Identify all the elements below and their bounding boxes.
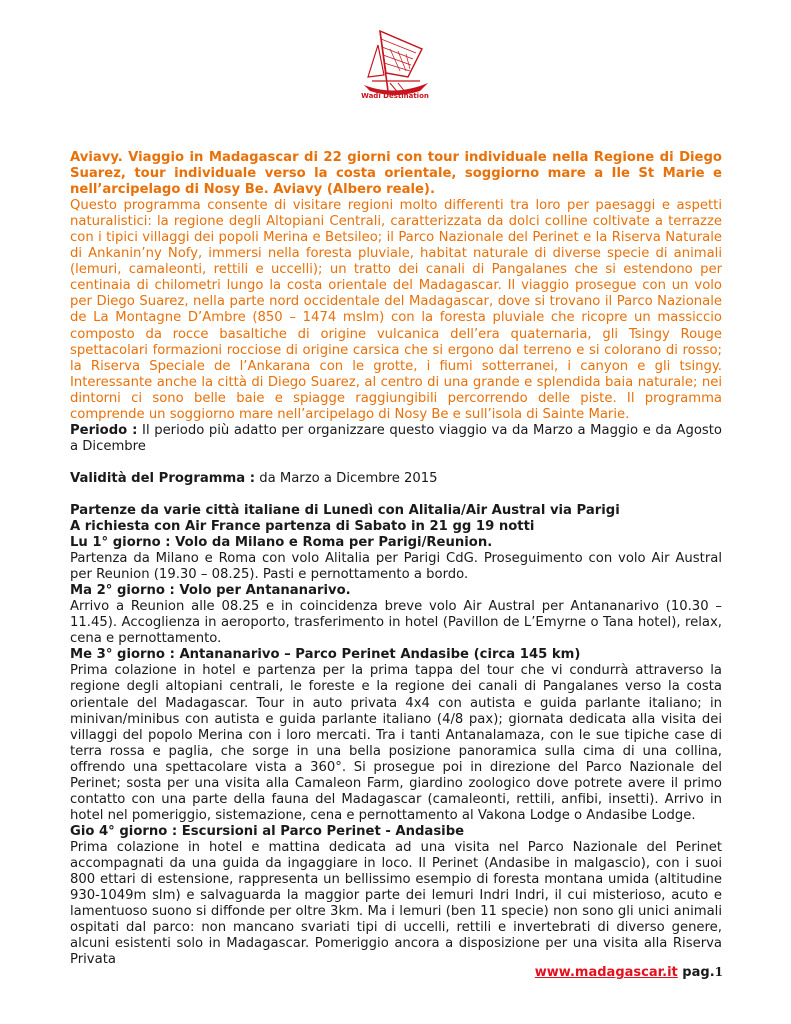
trip-description: Questo programma consente di visitare regioni molto differenti tra loro per paesaggi e aspetti naturalistici: la regione degli Altopiani Centrali, caratterizzata da dolci colline coltivate a terrazze con i tipici villaggi dei popoli Merina e Betsileo; il Parco Nazionale del Perinet e la Riserva Naturale di Ankanin’ny Nofy, immersi nella foresta pluviale, habitat naturale di diverse specie di animali (lemuri, camaleonti, rettili e uccelli); un tratto dei canali di Pangalanes che si estendono per centinaia di chilometri lungo la costa orientale del Madagascar. Il viaggio prosegue con un volo per Diego Suarez, nella parte nord occidentale del Madagascar, dove si trovano il Parco Nazionale de La Montagne D’Ambre (850 – 1474 mslm) con la foresta pluviale che ricopre un massiccio composto da rocce basaltiche di origine vulcanica dell’era quaternaria, gli Tsingy Rouge spettacolari formazioni rocciose di origine carsica che si ergono dal terreno e si colorano di rosso; la Riserva Speciale de l’Ankarana con le grotte, i fiumi sotterranei, i canyon e gli tsingy. Interessante anche la città di Diego Suarez, al centro di una grande e splendida baia naturale; nei dintorni ci sono belle baie e spiagge raggiungibili percorrendo delle piste. Il programma comprende un soggiorno mare nell’arcipelago di Nosy Be e sull’isola di Sainte Marie. bbox=[70, 198, 722, 422]
trip-title: Aviavy. Viaggio in Madagascar di 22 giorni con tour individuale nella Regione di Diego Suarez, tour individuale verso la costa orientale, soggiorno mare a Ile St Marie e nell’arcipelago di Nosy Be. Aviavy (Albero reale). bbox=[70, 150, 722, 198]
page-number: 1 bbox=[714, 965, 723, 979]
day-4-title: Gio 4° giorno : Escursioni al Parco Perinet - Andasibe bbox=[70, 823, 465, 839]
spacer bbox=[70, 487, 722, 503]
day-1-title: Lu 1° giorno : Volo da Milano e Roma per Parigi/Reunion. bbox=[70, 535, 493, 551]
day-1-text: Partenza da Milano e Roma con volo Alitalia per Parigi CdG. Proseguimento con volo Air Austral per Reunion (19.30 – 08.25). Pasti e pernottamento a bordo. bbox=[70, 551, 722, 583]
day-3-title: Me 3° giorno : Antananarivo – Parco Perinet Andasibe (circa 145 km) bbox=[70, 647, 581, 663]
validita-label: Validità del Programma : bbox=[70, 470, 255, 486]
page-footer bbox=[533, 965, 723, 980]
document-body bbox=[70, 150, 722, 968]
validita-paragraph bbox=[70, 471, 722, 487]
partenze-line-1: Partenze da varie città italiane di Lunedì con Alitalia/Air Austral via Parigi bbox=[70, 502, 620, 518]
page-label: pag. bbox=[677, 965, 715, 980]
periodo-paragraph bbox=[70, 423, 722, 455]
day-2-title: Ma 2° giorno : Volo per Antananarivo. bbox=[70, 583, 351, 599]
partenze-line-2: A richiesta con Air France partenza di Sabato in 21 gg 19 notti bbox=[70, 518, 535, 534]
validita-text: da Marzo a Dicembre 2015 bbox=[255, 470, 438, 486]
spacer bbox=[70, 455, 722, 471]
logo-text: Wadi Destination bbox=[361, 92, 429, 100]
periodo-text: Il periodo più adatto per organizzare questo viaggio va da Marzo a Maggio e da Agosto a Dicembre bbox=[70, 422, 723, 454]
day-2-text: Arrivo a Reunion alle 08.25 e in coincidenza breve volo Air Austral per Antananarivo (10.30 – 11.45). Accoglienza in aeroporto, trasferimento in hotel (Pavillon de L’Emyrne o Tana hotel), relax, cena e pernottamento. bbox=[70, 599, 722, 647]
day-3-text: Prima colazione in hotel e partenza per la prima tappa del tour che vi condurrà attraverso la regione degli altopiani centrali, le foreste e la regione dei canali di Pangalanes verso la costa orientale del Madagascar. Tour in auto privata 4x4 con autista e guida parlante italiano; in minivan/minibus con autista e guida parlante italiano (4/8 pax); giornata dedicata alla visita dei villaggi del popolo Merina con i loro mercati. Tra i tanti Antanalamaza, con le sue tipiche case di terra rossa e paglia, che sorge in una bella posizione panoramica sulla cima di una collina, offrendo una spettacolare vista a 360°. Si prosegue poi in direzione del Parco Nazionale del Perinet; sosta per una visita alla Camaleon Farm, giardino zoologico dove potrete avere il primo contatto con una parte della fauna del Madagascar (camaleonti, rettili, anfibi, insetti). Arrivo in hotel nel pomeriggio, sistemazione, cena e pernottamento al Vakona Lodge o Andasibe Lodge. bbox=[70, 663, 722, 823]
website-link[interactable]: www.madagascar.it bbox=[534, 965, 678, 980]
periodo-label: Periodo : bbox=[70, 422, 138, 438]
day-4-text: Prima colazione in hotel e mattina dedicata ad una visita nel Parco Nazionale del Perinet accompagnati da una guida da ingaggiare in loco. Il Perinet (Andasibe in malgascio), con i suoi 800 ettari di estensione, rappresenta un bellissimo esempio di foresta montana umida (altitudine 930-1049m slm) e salvaguarda la maggior parte dei lemuri Indri Indri, il cui misterioso, acuto e lamentuoso suono si diffonde per oltre 3km. Ma i lemuri (ben 11 specie) non sono gli unici animali ospitati dal parco: non mancano svariati tipi di uccelli, rettili e invertebrati di diverso genere, alcuni esistenti solo in Madagascar. Pomeriggio ancora a disposizione per una visita alla Riserva Privata bbox=[70, 839, 722, 968]
